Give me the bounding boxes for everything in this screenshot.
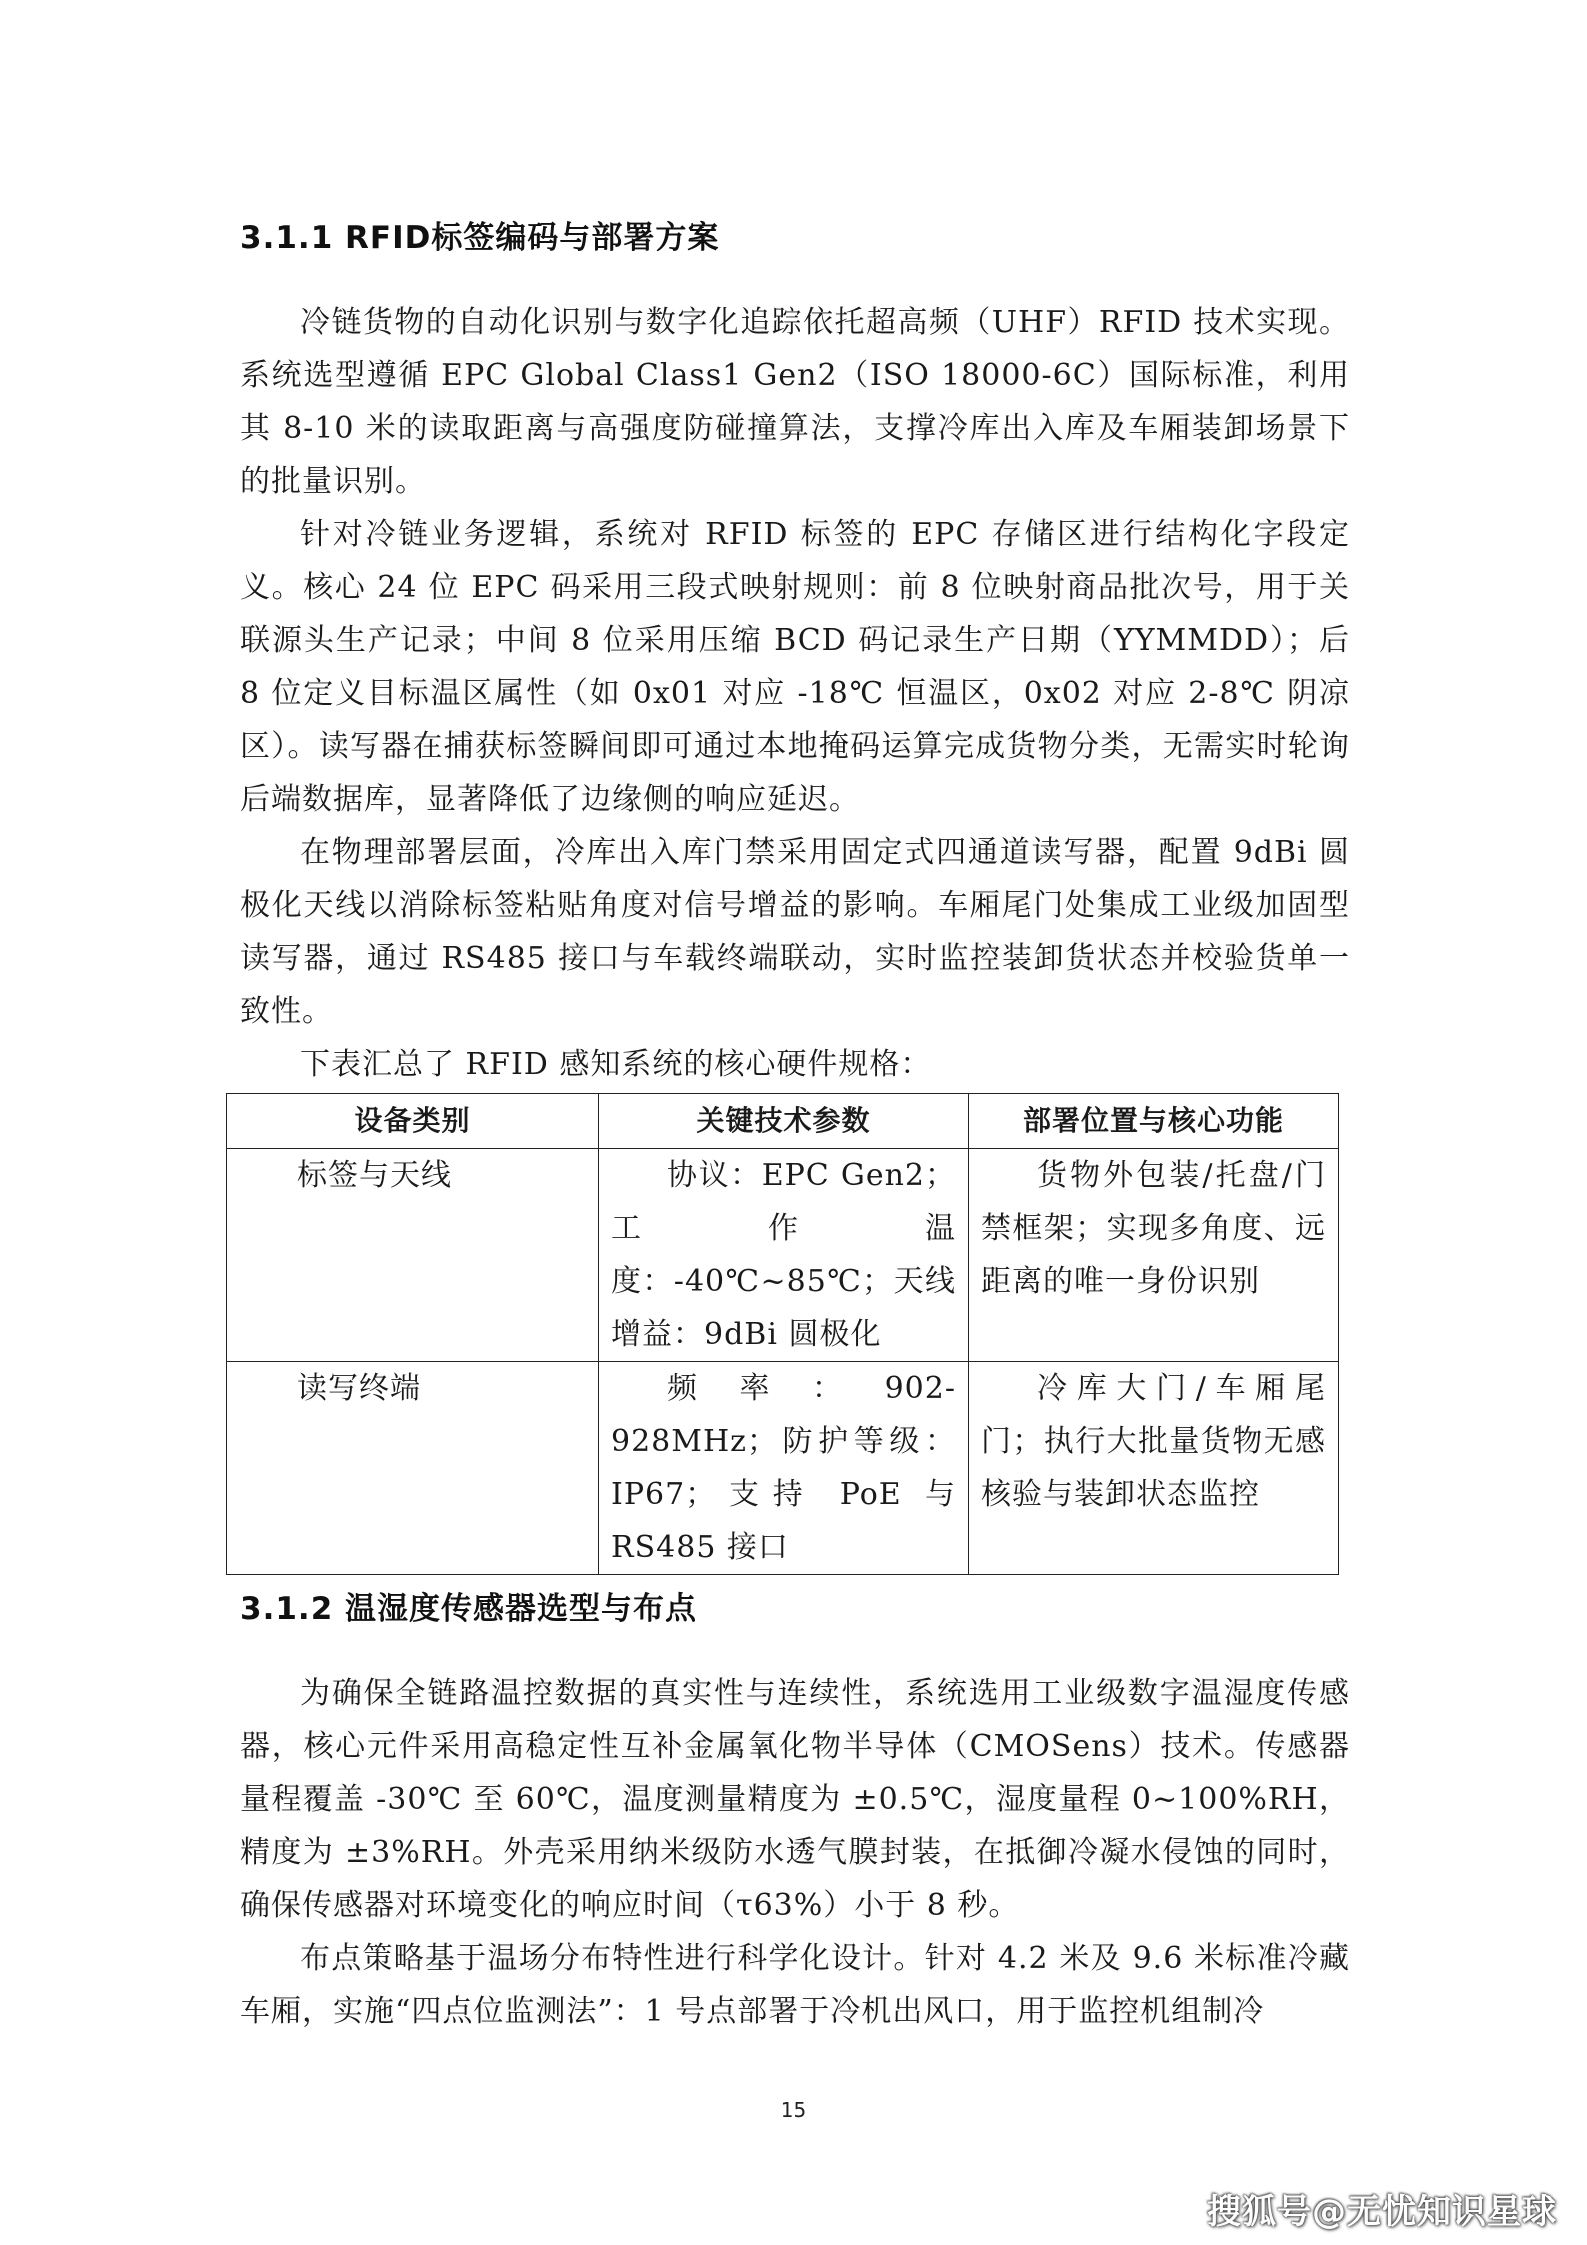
paragraph: 冷链货物的自动化识别与数字化追踪依托超高频（UHF）RFID 技术实现。系统选型遵循 EPC Global Class1 Gen2（ISO 18000-6C）国际标准，利用其 8-10 米的读取距离与高强度防碰撞算法，支撑冷库出入库及车厢装卸场景下的批量识别。 <box>240 305 1350 499</box>
table-header-cell: 设备类别 <box>227 1094 599 1149</box>
table-cell-category: 标签与天线 <box>227 1149 599 1362</box>
paragraph: 针对冷链业务逻辑，系统对 RFID 标签的 EPC 存储区进行结构化字段定义。核心 24 位 EPC 码采用三段式映射规则：前 8 位映射商品批次号，用于关联源头生产记录；中间 8 位采用压缩 BCD 码记录生产日期（YYMMDD）；后 8 位定义目标温区属性（如 0x01 对应 -18℃ 恒温区，0x02 对应 2-8℃ 阴凉区）。读写器在捕获标签瞬间即可通过本地掩码运算完成货物分类，无需实时轮询后端数据库，显著降低了边缘侧的响应延迟。 <box>240 517 1350 817</box>
page-number: 15 <box>780 2098 807 2122</box>
section-heading-3-1-2: 3.1.2 温湿度传感器选型与布点 <box>240 1591 698 1627</box>
cell-text: 协议：EPC Gen2；工作温度：-40℃~85℃；天线增益：9dBi 圆极化 <box>611 1158 956 1352</box>
paragraph: 布点策略基于温场分布特性进行科学化设计。针对 4.2 米及 9.6 米标准冷藏车厢，实施“四点位监测法”：1 号点部署于冷机出风口，用于监控机组制冷 <box>240 1941 1350 2029</box>
cell-text: 货物外包装/托盘/门禁框架；实现多角度、远距离的唯一身份识别 <box>981 1158 1326 1299</box>
cell-text: 频率：902-928MHz；防护等级：IP67；支持 PoE 与 RS485 接口 <box>611 1371 956 1565</box>
table-row <box>227 1149 1339 1362</box>
table-cell-params <box>599 1362 969 1575</box>
paragraph: 在物理部署层面，冷库出入库门禁采用固定式四通道读写器，配置 9dBi 圆极化天线以消除标签粘贴角度对信号增益的影响。车厢尾门处集成工业级加固型读写器，通过 RS485 接口与车载终端联动，实时监控装卸货状态并校验货单一致性。 <box>240 835 1350 1029</box>
table-cell-deployment <box>969 1362 1339 1575</box>
table-row <box>227 1362 1339 1575</box>
watermark: 搜狐号@无忧知识星球 <box>1207 2192 1557 2232</box>
table-header-cell: 关键技术参数 <box>599 1094 969 1149</box>
table-cell-deployment <box>969 1149 1339 1362</box>
paragraph: 为确保全链路温控数据的真实性与连续性，系统选用工业级数字温湿度传感器，核心元件采用高稳定性互补金属氧化物半导体（CMOSens）技术。传感器量程覆盖 -30℃ 至 60℃，温度测量精度为 ±0.5℃，湿度量程 0~100%RH，精度为 ±3%RH。外壳采用纳米级防水透气膜封装，在抵御冷凝水侵蚀的同时，确保传感器对环境变化的响应时间（τ63%）小于 8 秒。 <box>240 1676 1350 1923</box>
table-caption: 下表汇总了 RFID 感知系统的核心硬件规格： <box>300 1047 932 1082</box>
table-header-row <box>227 1094 1339 1149</box>
section-2-body <box>240 1667 1350 2038</box>
hardware-spec-table <box>226 1093 1338 1575</box>
table-header-cell: 部署位置与核心功能 <box>969 1094 1339 1149</box>
section-heading-3-1-1: 3.1.1 RFID标签编码与部署方案 <box>240 220 720 256</box>
section-1-body <box>240 296 1350 1091</box>
table-cell-category: 读写终端 <box>227 1362 599 1575</box>
cell-text: 冷库大门/车厢尾门；执行大批量货物无感核验与装卸状态监控 <box>981 1371 1326 1512</box>
table-cell-params <box>599 1149 969 1362</box>
